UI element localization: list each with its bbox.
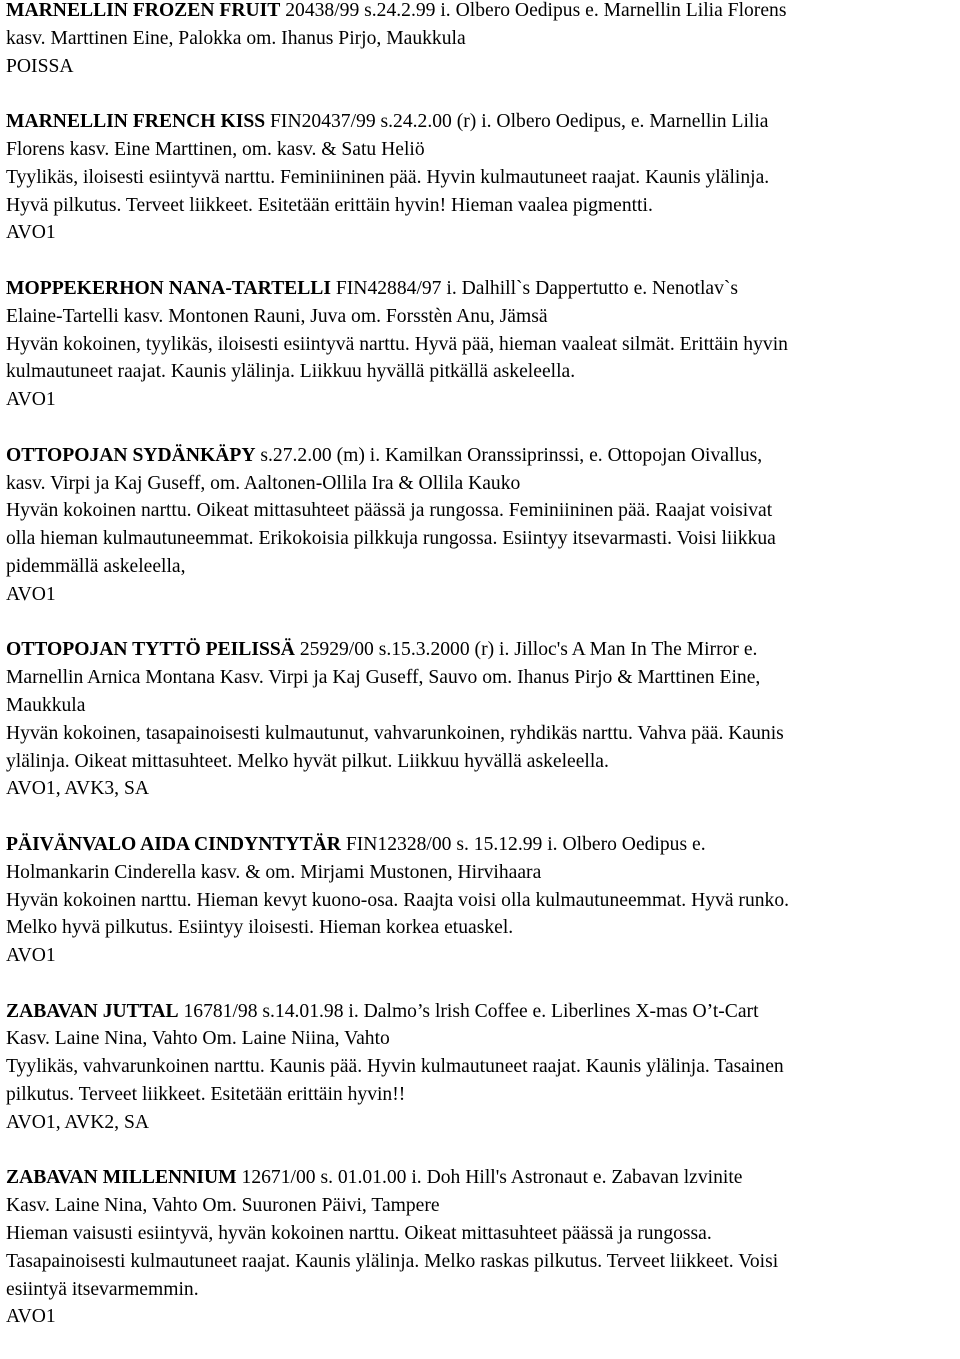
judge-critique-line: ylälinja. Oikeat mittasuhteet. Melko hyvät pilkut. Liikkuu hyvällä askeleella.: [6, 750, 609, 772]
judge-critique-line: Hyvä pilkutus. Terveet liikkeet. Esitetään erittäin hyvin! Hieman vaalea pigmentti.: [6, 194, 653, 216]
entry-header-line: [6, 25, 956, 53]
registration-details: FIN20437/99 s.24.2.00 (r) i. Olbero Oedipus, e. Marnellin Lilia: [265, 111, 769, 133]
award-result: AVO1: [6, 389, 56, 411]
judge-critique-line: olla hieman kulmautuneemmat. Erikokoisia pilkkuja rungossa. Esiintyy itsevarmasti. Voisi liikkua: [6, 528, 776, 550]
judge-critique-line: Hieman vaisusti esiintyvä, hyvän kokoinen narttu. Oikeat mittasuhteet päässä ja rungossa.: [6, 1223, 712, 1245]
registration-details: kasv. Marttinen Eine, Palokka om. Ihanus Pirjo, Maukkula: [6, 27, 466, 49]
judge-critique-line: esiintyä itsevarmemmin.: [6, 1278, 199, 1300]
award-result: AVO1: [6, 945, 56, 967]
results-document: [6, 0, 956, 1359]
judge-critique-line: pilkutus. Terveet liikkeet. Esitetään erittäin hyvin!!: [6, 1084, 406, 1106]
dog-name: ZABAVAN JUTTAL: [6, 1000, 179, 1022]
registration-details: Maukkula: [6, 694, 86, 716]
entry-header-line: [6, 998, 956, 1026]
dog-entry: [6, 442, 956, 609]
award-result: AVO1, AVK2, SA: [6, 1111, 149, 1133]
registration-details: Kasv. Laine Nina, Vahto Om. Suuronen Päivi, Tampere: [6, 1195, 440, 1217]
entry-header-line: [6, 1164, 956, 1192]
award-result: AVO1: [6, 222, 56, 244]
dog-entry: [6, 998, 956, 1137]
dog-entry: [6, 831, 956, 970]
dog-name: OTTOPOJAN TYTTÖ PEILISSÄ: [6, 639, 295, 661]
entry-header-line: [6, 831, 956, 859]
registration-details: 20438/99 s.24.2.99 i. Olbero Oedipus e. Marnellin Lilia Florens: [280, 0, 787, 21]
registration-details: FIN42884/97 i. Dalhill`s Dappertutto e. Nenotlav`s: [330, 277, 739, 299]
dog-name: MARNELLIN FRENCH KISS: [6, 111, 266, 133]
dog-entry: [6, 636, 956, 803]
judge-critique-line: Tasapainoisesti kulmautuneet raajat. Kaunis ylälinja. Melko raskas pilkutus. Terveet liikkeet. Voisi: [6, 1250, 779, 1272]
entry-header-line: [6, 0, 956, 25]
registration-details: Kasv. Laine Nina, Vahto Om. Laine Niina, Vahto: [6, 1028, 390, 1050]
judge-critique-line: Tyylikäs, vahvarunkoinen narttu. Kaunis pää. Hyvin kulmautuneet raajat. Kaunis ylälinja. Tasainen: [6, 1056, 784, 1078]
dog-entry: [6, 0, 956, 80]
judge-critique-line: Hyvän kokoinen, tyylikäs, iloisesti esiintyvä narttu. Hyvä pää, hieman vaaleat silmät. Erittäin hyvin: [6, 333, 788, 355]
dog-name: ZABAVAN MILLENNIUM: [6, 1167, 237, 1189]
registration-details: FIN12328/00 s. 15.12.99 i. Olbero Oedipus e.: [340, 833, 706, 855]
registration-details: Marnellin Arnica Montana Kasv. Virpi ja Kaj Guseff, Sauvo om. Ihanus Pirjo & Marttinen Eine,: [6, 667, 761, 689]
entry-header-line: [6, 275, 956, 303]
award-result: AVO1: [6, 583, 56, 605]
entry-header-line: [6, 108, 956, 136]
registration-details: Elaine-Tartelli kasv. Montonen Rauni, Juva om. Forsstèn Anu, Jämsä: [6, 305, 548, 327]
entry-header-line: [6, 136, 956, 164]
dog-entry: [6, 108, 956, 247]
entry-header-line: [6, 859, 956, 887]
dog-entry: [6, 275, 956, 414]
dog-name: MOPPEKERHON NANA-TARTELLI: [6, 277, 331, 299]
dog-name: PÄIVÄNVALO AIDA CINDYNTYTÄR: [6, 833, 341, 855]
judge-critique-line: Tyylikäs, iloisesti esiintyvä narttu. Feminiininen pää. Hyvin kulmautuneet raajat. Kaunis ylälinja.: [6, 166, 770, 188]
dog-name: OTTOPOJAN SYDÄNKÄPY: [6, 444, 256, 466]
entry-header-line: [6, 303, 956, 331]
registration-details: Holmankarin Cinderella kasv. & om. Mirjami Mustonen, Hirvihaara: [6, 861, 542, 883]
dog-entry: [6, 1164, 956, 1331]
entry-header-line: [6, 1192, 956, 1220]
entry-header-line: [6, 664, 956, 692]
entry-header-line: [6, 636, 956, 664]
dog-name: MARNELLIN FROZEN FRUIT: [6, 0, 281, 21]
registration-details: kasv. Virpi ja Kaj Guseff, om. Aaltonen-Ollila Ira & Ollila Kauko: [6, 472, 521, 494]
entry-header-line: [6, 1025, 956, 1053]
judge-critique-line: pidemmällä askeleella,: [6, 555, 186, 577]
award-result: POISSA: [6, 55, 74, 77]
registration-details: 25929/00 s.15.3.2000 (r) i. Jilloc's A Man In The Mirror e.: [294, 639, 758, 661]
judge-critique-line: Hyvän kokoinen, tasapainoisesti kulmautunut, vahvarunkoinen, ryhdikäs narttu. Vahva pää. Kaunis: [6, 722, 784, 744]
registration-details: 12671/00 s. 01.01.00 i. Doh Hill's Astronaut e. Zabavan lzvinite: [236, 1167, 743, 1189]
entry-header-line: [6, 470, 956, 498]
judge-critique-line: Hyvän kokoinen narttu. Oikeat mittasuhteet päässä ja rungossa. Feminiininen pää. Raajat voisivat: [6, 500, 773, 522]
registration-details: Florens kasv. Eine Marttinen, om. kasv. & Satu Heliö: [6, 138, 425, 160]
registration-details: 16781/98 s.14.01.98 i. Dalmo’s lrish Coffee e. Liberlines X-mas O’t-Cart: [178, 1000, 759, 1022]
award-result: AVO1, AVK3, SA: [6, 778, 149, 800]
judge-critique-line: kulmautuneet raajat. Kaunis ylälinja. Liikkuu hyvällä pitkällä askeleella.: [6, 361, 576, 383]
award-result: AVO1: [6, 1306, 56, 1328]
judge-critique-line: Melko hyvä pilkutus. Esiintyy iloisesti. Hieman korkea etuaskel.: [6, 917, 514, 939]
registration-details: s.27.2.00 (m) i. Kamilkan Oranssiprinssi, e. Ottopojan Oivallus,: [255, 444, 763, 466]
judge-critique-line: Hyvän kokoinen narttu. Hieman kevyt kuono-osa. Raajta voisi olla kulmautuneemmat. Hyvä runko.: [6, 889, 790, 911]
entry-header-line: [6, 692, 956, 720]
entry-header-line: [6, 442, 956, 470]
